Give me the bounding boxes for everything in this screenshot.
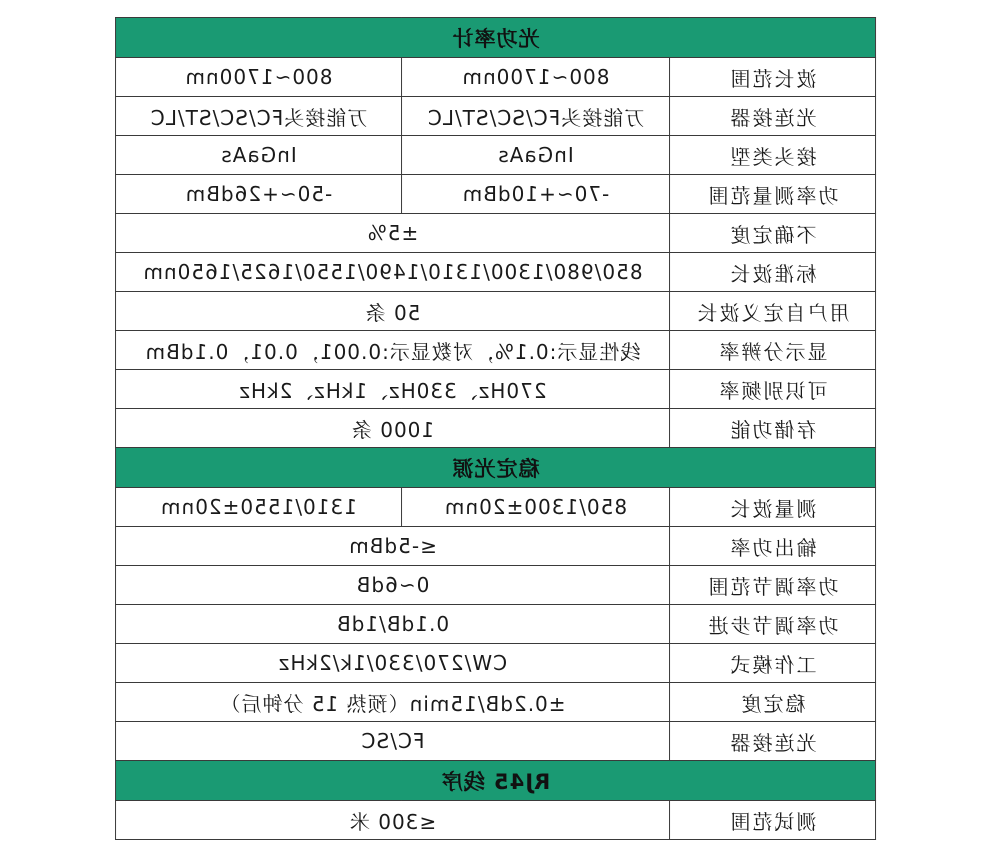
row-value: 0.1dB/1dB bbox=[116, 605, 670, 644]
table-row bbox=[116, 370, 876, 409]
row-value: -70~+10dBm bbox=[402, 175, 670, 214]
row-label: 标准波长 bbox=[670, 253, 876, 292]
table-row bbox=[116, 683, 876, 722]
row-label: 接头类型 bbox=[670, 136, 876, 175]
table-row bbox=[116, 97, 876, 136]
row-label: 显示分辨率 bbox=[670, 331, 876, 370]
row-label: 输出功率 bbox=[670, 527, 876, 566]
section-title: 光功率计 bbox=[116, 18, 876, 58]
row-label: 功率调节步进 bbox=[670, 605, 876, 644]
row-value: 50 条 bbox=[116, 292, 670, 331]
section-title: RJ45 线序 bbox=[116, 761, 876, 801]
table-row bbox=[116, 644, 876, 683]
row-value: 800~1700nm bbox=[402, 58, 670, 97]
row-value: -50~+26dBm bbox=[116, 175, 402, 214]
spec-table-body bbox=[116, 18, 876, 840]
row-label: 功率调节范围 bbox=[670, 566, 876, 605]
row-value: 万能接头FC/SC/ST/LC bbox=[116, 97, 402, 136]
row-value: 800~1700nm bbox=[116, 58, 402, 97]
row-value: 850/1300±20nm bbox=[402, 488, 670, 527]
table-row bbox=[116, 409, 876, 448]
table-row bbox=[116, 58, 876, 97]
row-label: 测量波长 bbox=[670, 488, 876, 527]
row-value: 850/980/1300/1310/1490/1550/1625/1650nm bbox=[116, 253, 670, 292]
row-value: ≤-5dBm bbox=[116, 527, 670, 566]
table-row bbox=[116, 566, 876, 605]
row-label: 不确定度 bbox=[670, 214, 876, 253]
row-value: 1000 条 bbox=[116, 409, 670, 448]
table-row bbox=[116, 722, 876, 761]
row-label: 存储功能 bbox=[670, 409, 876, 448]
table-row bbox=[116, 605, 876, 644]
table-row bbox=[116, 292, 876, 331]
table-row bbox=[116, 801, 876, 840]
section-title: 稳定光源 bbox=[116, 448, 876, 488]
row-label: 测试范围 bbox=[670, 801, 876, 840]
row-value: ≤300 米 bbox=[116, 801, 670, 840]
row-label: 波长范围 bbox=[670, 58, 876, 97]
row-value: InGaAs bbox=[116, 136, 402, 175]
row-label: 可识别频率 bbox=[670, 370, 876, 409]
spec-table bbox=[115, 17, 876, 840]
section-header-row bbox=[116, 18, 876, 58]
table-row bbox=[116, 214, 876, 253]
row-label: 工作模式 bbox=[670, 644, 876, 683]
row-value: InGaAs bbox=[402, 136, 670, 175]
row-value: ±5% bbox=[116, 214, 670, 253]
row-value: 0~6dB bbox=[116, 566, 670, 605]
table-row bbox=[116, 331, 876, 370]
row-value: 1310/1550±20nm bbox=[116, 488, 402, 527]
row-value: ±0.2dB/15min（预热 15 分钟后） bbox=[116, 683, 670, 722]
row-label: 稳定度 bbox=[670, 683, 876, 722]
table-row bbox=[116, 175, 876, 214]
row-label: 功率测量范围 bbox=[670, 175, 876, 214]
row-label: 光连接器 bbox=[670, 97, 876, 136]
row-value: 线性显示:0.1%，对数显示:0.001，0.01，0.1dBm bbox=[116, 331, 670, 370]
table-row bbox=[116, 488, 876, 527]
section-header-row bbox=[116, 761, 876, 801]
row-label: 用户自定义波长 bbox=[670, 292, 876, 331]
table-row bbox=[116, 527, 876, 566]
table-row bbox=[116, 253, 876, 292]
row-value: 270Hz、330Hz、1kHz、2kHz bbox=[116, 370, 670, 409]
row-value: CW/270/330/1k/2kHz bbox=[116, 644, 670, 683]
section-header-row bbox=[116, 448, 876, 488]
row-value: FC/SC bbox=[116, 722, 670, 761]
row-value: 万能接头FC/SC/ST/LC bbox=[402, 97, 670, 136]
table-row bbox=[116, 136, 876, 175]
row-label: 光连接器 bbox=[670, 722, 876, 761]
